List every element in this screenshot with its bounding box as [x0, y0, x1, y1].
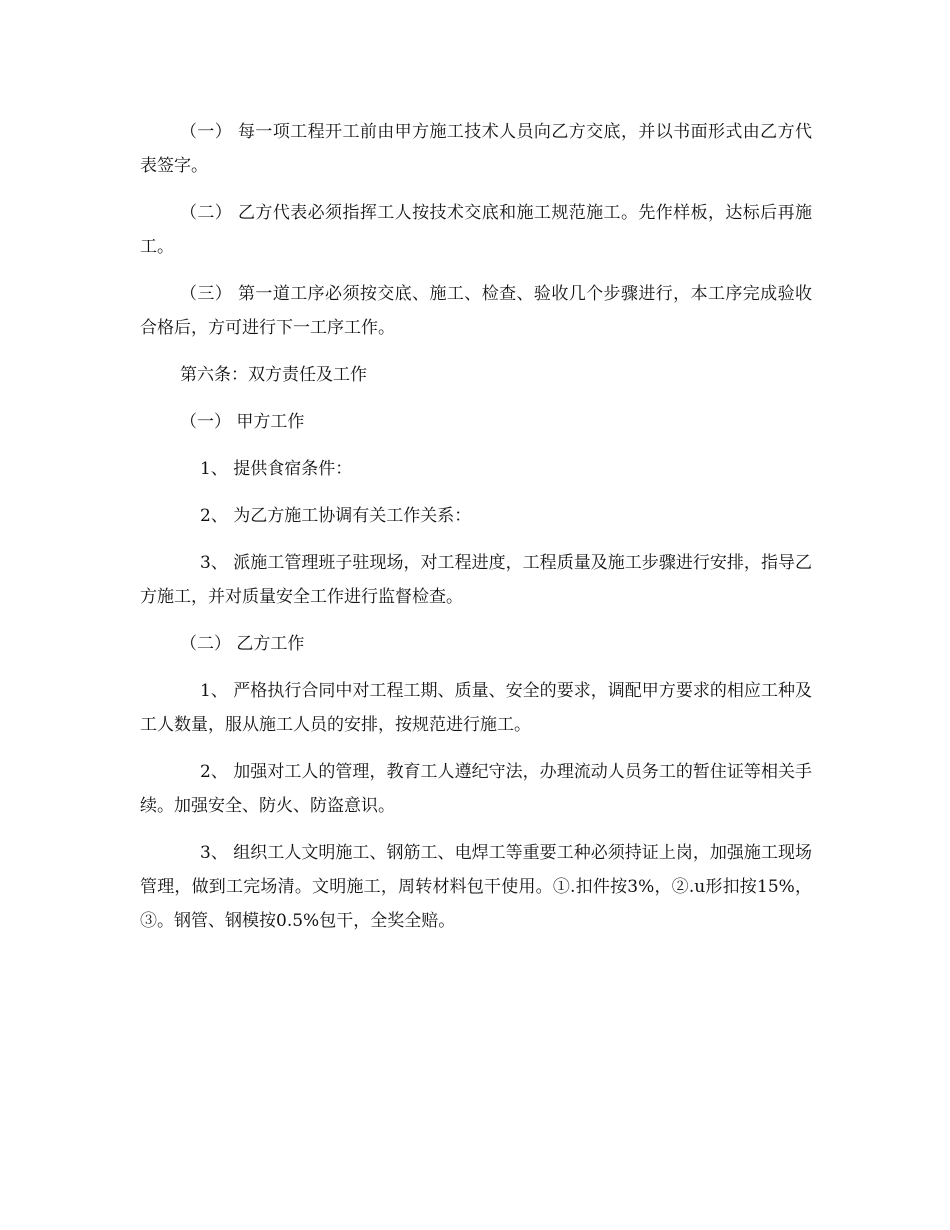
- party-b-item-1: 1、 严格执行合同中对工程工期、质量、安全的要求，调配甲方要求的相应工种及工人数量，服从施工人员的安排，按规范进行施工。: [140, 681, 812, 735]
- article-6-heading: 第六条：双方责任及工作: [180, 365, 367, 385]
- clause-1-briefing: （一） 每一项工程开工前由甲方施工技术人员向乙方交底，并以书面形式由乙方代表签字。: [140, 122, 812, 176]
- party-b-item-2: 2、 加强对工人的管理，教育工人遵纪守法，办理流动人员务工的暂住证等相关手续。加强安全、防火、防盗意识。: [140, 762, 812, 816]
- party-a-item-3: 3、 派施工管理班子驻现场，对工程进度，工程质量及施工步骤进行安排，指导乙方施工，并对质量安全工作进行监督检查。: [140, 553, 812, 607]
- party-a-item-2: 2、 为乙方施工协调有关工作关系：: [200, 506, 472, 526]
- party-a-item-1: 1、 提供食宿条件：: [200, 459, 353, 479]
- clause-2-supervision: （二） 乙方代表必须指挥工人按技术交底和施工规范施工。先作样板，达标后再施工。: [140, 203, 812, 257]
- clause-3-procedure: （三） 第一道工序必须按交底、施工、检查、验收几个步骤进行，本工序完成验收合格后，方可进行下一工序工作。: [140, 284, 812, 338]
- party-b-item-3: 3、 组织工人文明施工、钢筋工、电焊工等重要工种必须持证上岗，加强施工现场管理，做到工完场清。文明施工，周转材料包干使用。①.扣件按3%，②.u形扣按15%，③。钢管、钢模按0.5%包干，全奖全赔。: [140, 843, 812, 931]
- party-b-heading: （二） 乙方工作: [180, 634, 305, 654]
- party-a-heading: （一） 甲方工作: [180, 412, 305, 432]
- document-body: [140, 115, 812, 951]
